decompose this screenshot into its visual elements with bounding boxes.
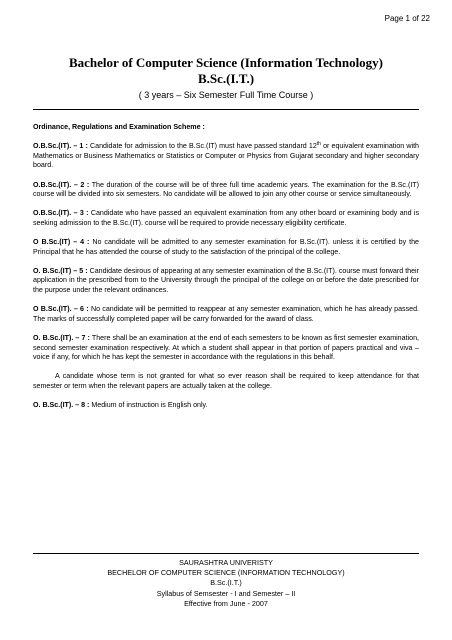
footer-effective-date: Effective from June - 2007 (184, 598, 268, 608)
clause-text: Candidate desirous of appearing at any semester examination of the B.Sc.(IT). course must forward their application in the prescribed from to the University through the principal of the college on or before the date prescribed for the purpose under the relevant ordinances. (33, 267, 419, 294)
clause-4 (33, 238, 419, 257)
clause-7 (33, 334, 419, 362)
clause-text: Candidate who have passed an equivalent examination from any other board or examining body and is seeking admission to the B.Sc.(IT). course will be required to provide necessary eligibility certificate. (33, 209, 419, 227)
document-body (33, 123, 419, 411)
clause-label: O.B.Sc.(IT). – 3 : (33, 209, 89, 218)
clause-label: O B.Sc.(IT) – 4 : (33, 238, 90, 247)
footer-university: SAURASHTRA UNIVERISTY (179, 558, 273, 567)
clause-text: or equivalent examination with Mathematics or Business Mathematics or Statistics or Computer or Physics from Gujarat secondary and higher secondary board. (33, 142, 419, 170)
section-heading: Ordinance, Regulations and Examination Scheme : (33, 123, 205, 131)
superscript: th (316, 141, 321, 148)
clause-5 (33, 267, 419, 295)
clause-label: O. B.Sc.(IT) – 5 : (33, 267, 88, 276)
clause-label: O B.Sc.(IT). – 6 : (33, 305, 89, 314)
footer-program: BECHELOR OF COMPUTER SCIENCE (INFORMATION TECHNOLOGY) (107, 568, 345, 578)
clause-label: O. B.Sc.(IT). – 7 : (33, 334, 90, 343)
clause-label: O.B.Sc.(IT). – 2 : (33, 180, 90, 189)
clause-text: Candidate for admission to the B.Sc.(IT) must have passed standard 12 (87, 142, 317, 151)
clause-3 (33, 209, 419, 228)
clause-1 (33, 142, 419, 170)
page-number: Page 1 of 22 (384, 14, 430, 23)
page-footer (33, 558, 419, 609)
clause-text: No candidate will be admitted to any semester examination for B.Sc.(IT). unless it is certified by the Principal that he has attended the course of study to the satisfaction of the principal of the college. (33, 238, 419, 256)
clause-text: The duration of the course will be of three full time academic years. The examination for the B.Sc.(IT) course will be divided into six semesters. No candidate will be allowed to join any other course or service simultaneously. (33, 180, 419, 199)
title-line-2: B.Sc.(I.T.) (197, 71, 255, 86)
footer-divider (33, 553, 419, 554)
clause-text: Medium of instruction is English only. (89, 401, 208, 410)
document-subtitle: ( 3 years – Six Semester Full Time Course ) (138, 90, 314, 100)
clause-text: There shall be an examination at the end of each semesters to be known as first semester examination, second semester examination respectively. At which a student shall appear in that portion of papers practical and viva – voice if any, for which he has kept the semester in accordance with the regulations in this behalf. (33, 334, 419, 361)
title-line-1: Bachelor of Computer Science (Information Technology) (68, 55, 384, 70)
clause-8 (33, 401, 419, 410)
clause-2 (33, 181, 419, 200)
clause-6 (33, 305, 419, 324)
header-divider (33, 109, 419, 110)
footer-degree: B.Sc.(I.T.) (210, 578, 242, 588)
attendance-note: A candidate whose term is not granted for what so ever reason shall be required to keep attendance for that semester or term when the relevant papers are actually taken at the college. (33, 372, 419, 390)
clause-label: O. B.Sc.(IT). – 8 : (33, 401, 90, 410)
clause-text: No candidate will be permitted to reappear at any semester examination, which he has already passed. The marks of successfully completed paper will be carry forwarded for the award of class. (33, 305, 419, 323)
clause-label: O.B.Sc.(IT). – 1 : (33, 142, 88, 151)
document-title (33, 55, 419, 87)
footer-syllabus: Syllabus of Semsester - I and Semester – II (156, 588, 296, 598)
